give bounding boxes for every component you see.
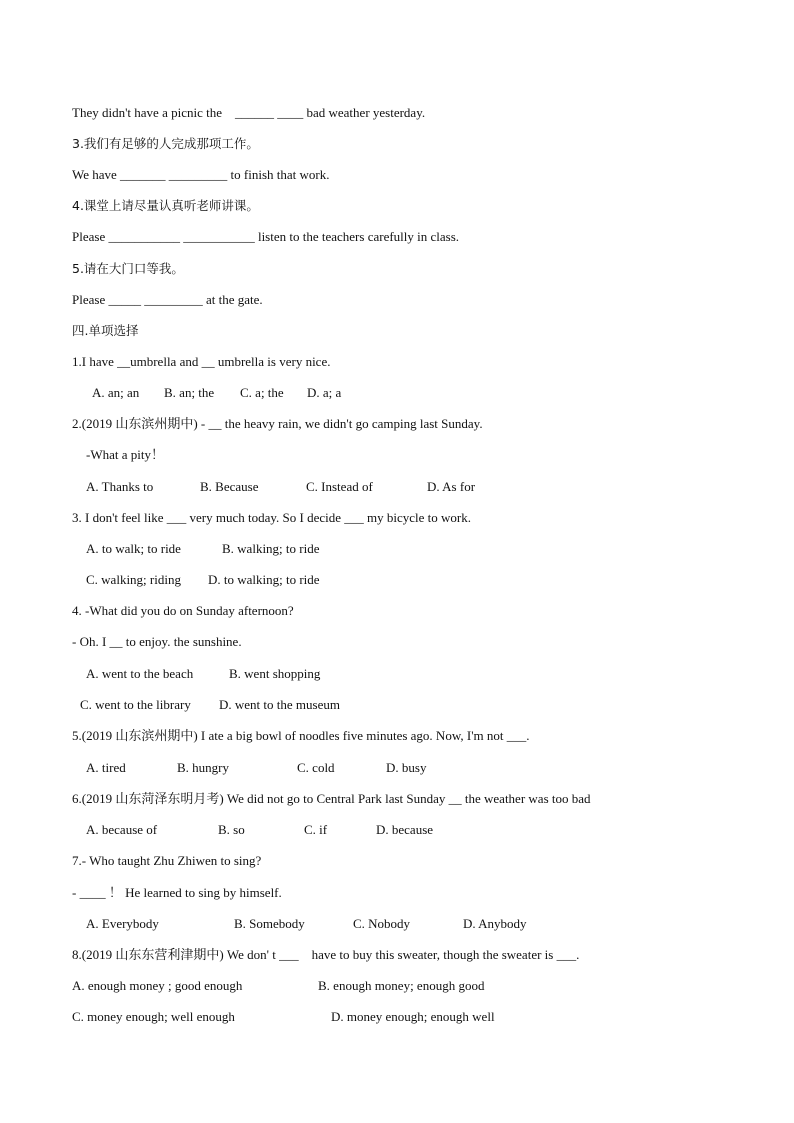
question-8: 8.(2019 山东东营利津期中) We don' t ___ have to buy this sweater, though the sweater is ___. [72,947,580,962]
option-b: B. so [218,822,245,837]
chinese-prompt: 3.我们有足够的人完成那项工作。 [72,136,259,151]
option-b: B. Because [200,479,259,494]
option-d: D. a; a [307,385,342,400]
option-a: A. to walk; to ride [86,541,181,556]
option-d: D. because [376,822,434,837]
option-d: D. As for [427,479,476,494]
option-c: C. Instead of [306,479,373,494]
option-a: A. an; an [92,385,140,400]
question-4: 4. -What did you do on Sunday afternoon? [72,603,294,618]
question-7: 7.- Who taught Zhu Zhiwen to sing? [72,853,262,868]
question-2: 2.(2019 山东滨州期中) - __ the heavy rain, we didn't go camping last Sunday. [72,416,483,431]
question-1: 1.I have __umbrella and __ umbrella is very nice. [72,354,331,369]
option-a: A. went to the beach [86,666,194,681]
sentence-line: Please _____ _________ at the gate. [72,292,263,307]
dialogue-response: - ____ ！ He learned to sing by himself. [72,885,282,900]
sentence-line: Please ___________ ___________ listen to the teachers carefully in class. [72,229,460,244]
option-d: D. Anybody [463,916,527,931]
option-b: B. walking; to ride [222,541,320,556]
option-d: D. to walking; to ride [208,572,320,587]
dialogue-response: - Oh. I __ to enjoy. the sunshine. [72,634,242,649]
sentence-line: They didn't have a picnic the ______ ____ bad weather yesterday. [72,105,426,120]
option-c: C. Nobody [353,916,411,931]
dialogue-response: -What a pity！ [86,447,164,462]
option-c: C. money enough; well enough [72,1009,235,1024]
option-a: A. Everybody [86,916,159,931]
question-3: 3. I don't feel like ___ very much today. So I decide ___ my bicycle to work. [72,510,471,525]
chinese-prompt: 5.请在大门口等我。 [72,261,184,276]
option-d: D. went to the museum [219,697,340,712]
chinese-prompt: 4.课堂上请尽量认真听老师讲课。 [72,198,259,213]
option-b: B. enough money; enough good [318,978,485,993]
question-5: 5.(2019 山东滨州期中) I ate a big bowl of noodles five minutes ago. Now, I'm not ___. [72,728,530,743]
option-c: C. a; the [240,385,284,400]
option-d: D. money enough; enough well [331,1009,495,1024]
question-6: 6.(2019 山东菏泽东明月考) We did not go to Central Park last Sunday __ the weather was too bad [72,791,591,806]
option-c: C. cold [297,760,335,775]
option-b: B. an; the [164,385,215,400]
option-a: A. tired [86,760,126,775]
option-b: B. Somebody [234,916,305,931]
option-b: B. hungry [177,760,229,775]
sentence-line: We have _______ _________ to finish that work. [72,167,330,182]
option-a: A. enough money ; good enough [72,978,243,993]
option-c: C. if [304,822,328,837]
section-heading: 四.单项选择 [72,323,139,338]
option-a: A. Thanks to [86,479,154,494]
option-b: B. went shopping [229,666,321,681]
option-c: C. walking; riding [86,572,181,587]
option-d: D. busy [386,760,427,775]
option-c: C. went to the library [80,697,191,712]
option-a: A. because of [86,822,158,837]
